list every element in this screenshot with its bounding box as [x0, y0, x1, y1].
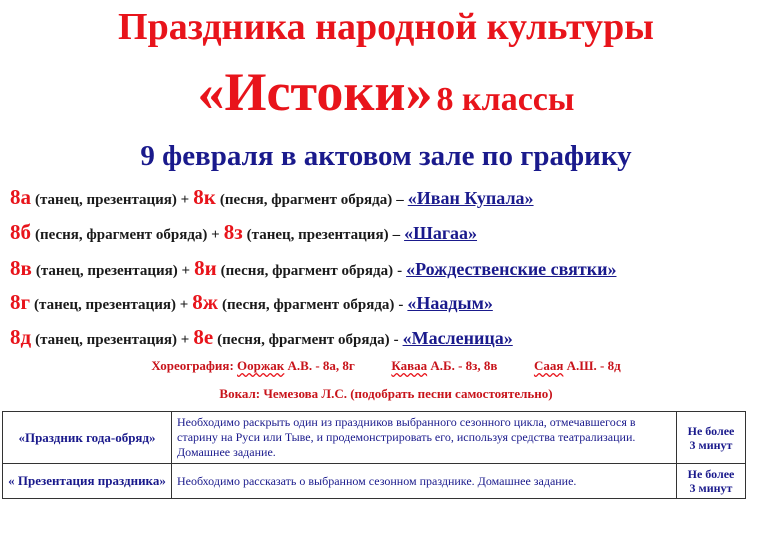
page-title: Праздника народной культуры	[118, 6, 654, 48]
choreographer-classes: А.Ш. - 8д	[566, 358, 621, 373]
activity-text: (танец, презентация) +	[35, 332, 190, 348]
class-label: 8г	[10, 290, 31, 314]
schedule-row	[10, 182, 534, 212]
holiday-link[interactable]: «Масленица»	[402, 328, 513, 348]
holiday-link[interactable]: «Рождественские святки»	[406, 259, 617, 279]
activity-text: (песня, фрагмент обряда)	[222, 297, 395, 313]
activity-text: (песня, фрагмент обряда)	[219, 192, 393, 208]
time-limit	[677, 464, 746, 499]
choreographer-classes: А.Б. - 8з, 8в	[430, 358, 498, 373]
event-classes: 8 классы	[436, 81, 575, 118]
event-name: «Истоки»	[197, 62, 433, 122]
requirement-description: Необходимо раскрыть один из праздников выбранного сезонного цикла, отмечавшегося в старину на Руси или Тыве, и продемонстрировать его, используя средства театрализации. Домашнее задание.	[172, 412, 677, 464]
activity-text: (танец, презентация) +	[35, 192, 190, 208]
schedule-row	[10, 253, 616, 283]
table-row	[3, 464, 746, 499]
choreography-credits	[0, 358, 772, 374]
time-limit-line: 3 минут	[689, 437, 733, 452]
separator: –	[392, 227, 401, 243]
time-limit-line: Не более	[687, 423, 735, 438]
requirement-description: Необходимо рассказать о выбранном сезонном празднике. Домашнее задание.	[172, 464, 677, 499]
holiday-link[interactable]: «Наадым»	[407, 293, 493, 313]
activity-text: (танец, презентация) +	[35, 263, 191, 279]
vocal-credits: Вокал: Чемезова Л.С. (подобрать песни самостоятельно)	[219, 386, 553, 401]
time-limit-line: Не более	[687, 467, 735, 481]
choreography-label: Хореография:	[151, 358, 234, 373]
activity-text: (танец, презентация)	[246, 227, 389, 243]
class-label: 8в	[10, 256, 32, 280]
holiday-link[interactable]: «Иван Купала»	[407, 188, 534, 208]
requirement-name: «Праздник года-обряд»	[3, 412, 172, 464]
activity-text: (песня, фрагмент обряда) +	[35, 227, 220, 243]
class-label: 8к	[193, 185, 216, 209]
holiday-link[interactable]: «Шагаа»	[404, 223, 478, 243]
activity-text: (песня, фрагмент обряда)	[217, 332, 390, 348]
schedule-row	[10, 217, 477, 247]
time-limit	[677, 412, 746, 464]
separator: –	[396, 192, 404, 208]
event-title	[0, 61, 772, 137]
choreographer-name: Каваа	[391, 358, 428, 373]
class-label: 8б	[10, 220, 31, 244]
separator: -	[393, 332, 399, 348]
activity-text: (песня, фрагмент обряда)	[220, 263, 394, 279]
time-limit-line: 3 минут	[689, 481, 733, 495]
class-label: 8а	[10, 185, 31, 209]
choreographer-name: Саая	[533, 358, 564, 373]
class-label: 8д	[10, 325, 32, 349]
event-date-location: 9 февраля в актовом зале по графику	[140, 140, 632, 172]
table-row	[3, 412, 746, 464]
choreographer-classes: А.В. - 8а, 8г	[287, 358, 355, 373]
class-label: 8и	[194, 256, 217, 280]
class-label: 8е	[193, 325, 214, 349]
schedule-row	[10, 322, 513, 352]
class-label: 8з	[223, 220, 243, 244]
separator: -	[397, 263, 403, 279]
activity-text: (танец, презентация) +	[34, 297, 189, 313]
schedule-row	[10, 287, 493, 317]
requirement-name: « Презентация праздника»	[3, 464, 172, 499]
class-label: 8ж	[192, 290, 218, 314]
requirements-table	[2, 411, 746, 499]
separator: -	[398, 297, 404, 313]
choreographer-name: Ооржак	[237, 358, 285, 373]
